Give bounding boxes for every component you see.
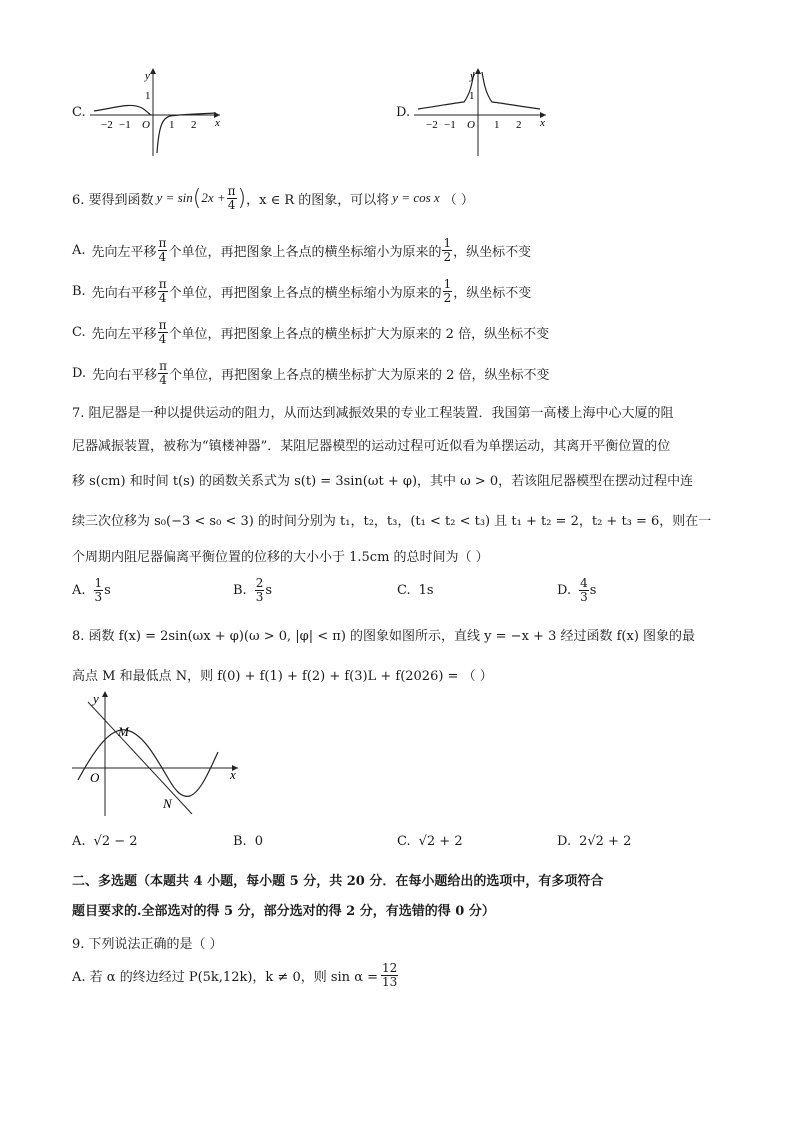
option-c-graph [90,66,230,158]
d-tick-y: 1 [469,90,475,102]
q6-option-a[interactable]: A. 先向左平移 $\frac{\pi}{4}$ 个单位，再把图象上各点的横坐标缩小为原来的 $\frac{1}{2}$ ，纵坐标不变 [72,235,532,264]
q7-line-1: 7. 阻尼器是一种以提供运动的阻力，从而达到减振效果的专业工程装置．我国第一高楼上海中心大厦的阻 [72,406,674,421]
q6-option-c[interactable]: C. 先向左平移 $\frac{\pi}{4}$ 个单位，再把图象上各点的横坐标扩大为原来的 2 倍，纵坐标不变 [72,317,550,346]
c-origin: O [142,119,150,131]
q7-option-c[interactable]: C. 1s [397,582,434,598]
d-tick-x: −2 [426,119,438,131]
q8-axis-y: y [93,691,99,706]
c-tick-x: 1 [169,119,175,131]
c-tick-x: −1 [119,119,131,131]
option-d-graph [414,66,554,158]
section-2-heading-line-1: 二、多选题（本题共 4 小题，每小题 5 分，共 20 分．在每小题给出的选项中，有多项符合 [72,874,604,889]
c-tick-x: −2 [101,119,113,131]
q7-option-b[interactable]: B. $\frac{2}{3}$ s [233,575,272,604]
q8-option-d[interactable]: D. 2√2 + 2 [557,834,632,849]
q8-point-m: M [118,724,129,739]
q7-line-5: 个周期内阻尼器偏离平衡位置的位移的大小小于 1.5cm 的总时间为（ ） [72,550,489,565]
q7-option-d[interactable]: D. $\frac{4}{3}$ s [557,575,597,604]
q6-option-d[interactable]: D. 先向右平移 $\frac{\pi}{4}$ 个单位，再把图象上各点的横坐标扩大为原来的 2 倍，纵坐标不变 [72,358,550,387]
q7-option-a[interactable]: A. $\frac{1}{3}$ s [72,575,111,604]
q8-option-a[interactable]: A. √2 − 2 [72,834,138,849]
q9-option-a[interactable]: A. 若 α 的终边经过 P(5k,12k)，k ≠ 0，则 sin α = $\frac{12}{13}$ [72,960,398,989]
question-6-stem: 6. 要得到函数 y = sin ( 2x + $\frac{\pi}{4}$ ) ，x ∈ R 的图象，可以将 y = cos x （ ） [72,183,474,212]
c-axis-x: x [215,117,220,129]
c-tick-x: 2 [191,119,197,131]
c-tick-y: 1 [145,90,151,102]
q8-origin: O [90,770,100,785]
d-axis-y: y [470,70,475,82]
q7-line-4: 续三次位移为 s₀(−3 < s₀ < 3) 的时间分别为 t₁，t₂，t₃，(t₁ < t₂ < t₃) 且 t₁ + t₂ = 2，t₂ + t₃ = 6，则在一 [72,514,712,529]
q7-line-3: 移 s(cm) 和时间 t(s) 的函数关系式为 s(t) = 3sin(ωt + φ)，其中 ω > 0，若该阻尼器模型在摆动过程中连 [72,474,694,489]
q8-graph [68,688,243,818]
d-tick-x: 1 [494,119,500,131]
q8-line-2: 高点 M 和最低点 N，则 f(0) + f(1) + f(2) + f(3)L + f(2026) = （ ） [72,669,493,684]
section-2-heading-line-2: 题目要求的.全部选对的得 5 分，部分选对的得 2 分，有选错的得 0 分） [72,904,495,919]
option-d-label: D. [396,105,411,120]
q8-axis-x: x [230,767,236,782]
c-axis-y: y [145,70,150,82]
q7-line-2: 尼器减振装置，被称为“镇楼神器”．某阻尼器模型的运动过程可近似看为单摆运动，其离开平衡位置的位 [72,439,671,454]
option-c-label: C. [72,105,86,120]
q8-option-b[interactable]: B. 0 [233,834,263,849]
d-tick-x: 2 [516,119,522,131]
q8-line-1: 8. 函数 f(x) = 2sin(ωx + φ)(ω > 0, |φ| < π) 的图象如图所示，直线 y = −x + 3 经过函数 f(x) 图象的最 [72,629,696,644]
d-tick-x: −1 [444,119,456,131]
q8-point-n: N [163,796,172,811]
q9-stem: 9. 下列说法正确的是（ ） [72,937,223,952]
d-axis-x: x [540,117,545,129]
d-origin: O [467,119,475,131]
q8-option-c[interactable]: C. √2 + 2 [397,834,463,849]
q6-option-b[interactable]: B. 先向右平移 $\frac{\pi}{4}$ 个单位，再把图象上各点的横坐标缩小为原来的 $\frac{1}{2}$ ，纵坐标不变 [72,276,532,305]
